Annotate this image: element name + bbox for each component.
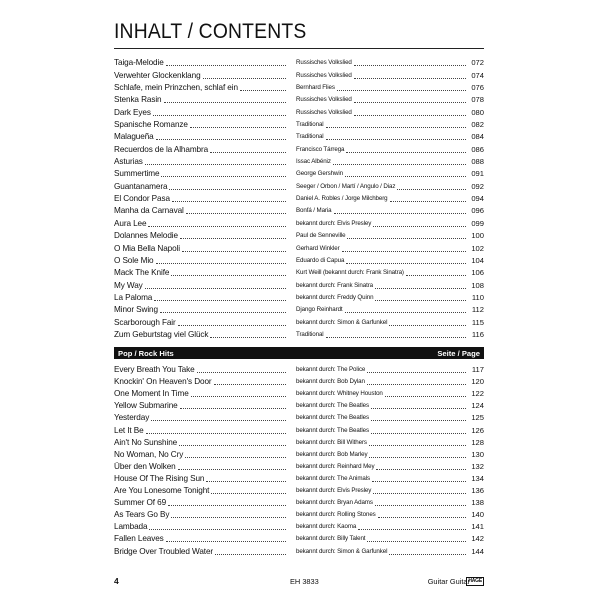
toc-entry-title: One Moment In Time xyxy=(114,389,189,399)
toc-entry-credit: bekannt durch: Bill Withers xyxy=(296,438,367,446)
page-footer xyxy=(114,576,484,588)
toc-entry xyxy=(114,496,484,508)
toc-entry-credit: bekannt durch: Frank Sinatra xyxy=(296,281,373,289)
toc-entry-title: El Condor Pasa xyxy=(114,194,170,204)
toc-entry-page: 104 xyxy=(471,255,484,265)
dot-leader xyxy=(210,337,286,338)
toc-entry xyxy=(114,216,484,228)
dot-leader xyxy=(179,445,286,446)
toc-entry-title: Aura Lee xyxy=(114,218,147,228)
toc-entry-page: 136 xyxy=(471,486,484,496)
toc-entry xyxy=(114,484,484,496)
toc-entry-page: 078 xyxy=(471,95,484,105)
toc-entry-credit: Traditional xyxy=(296,133,324,141)
toc-entry-credit: bekannt durch: Billy Talent xyxy=(296,535,366,543)
toc-entry xyxy=(114,423,484,435)
toc-entry xyxy=(114,436,484,448)
dot-leader xyxy=(145,164,286,165)
toc-entry-page: 099 xyxy=(471,218,484,228)
toc-entry-page: 094 xyxy=(471,194,484,204)
title-divider xyxy=(114,48,484,49)
toc-entry-page: 096 xyxy=(471,206,484,216)
dot-leader xyxy=(146,433,286,434)
toc-entry-page: 122 xyxy=(471,389,484,399)
dot-leader xyxy=(214,384,286,385)
toc-entry xyxy=(114,315,484,327)
dot-leader xyxy=(197,372,286,373)
toc-entry-page: 086 xyxy=(471,144,484,154)
dot-leader xyxy=(367,372,466,373)
dot-leader xyxy=(240,90,286,91)
toc-entry-page: 140 xyxy=(471,510,484,520)
toc-entry xyxy=(114,363,484,375)
toc-entry-credit: Eduardo di Capua xyxy=(296,256,345,264)
toc-entry-credit: Russisches Volkslied xyxy=(296,96,352,104)
toc-entry-title: Manha da Carnaval xyxy=(114,206,184,216)
contents-list-classics xyxy=(114,56,484,340)
toc-entry xyxy=(114,544,484,556)
dot-leader xyxy=(346,152,466,153)
toc-entry xyxy=(114,375,484,387)
toc-entry xyxy=(114,81,484,93)
toc-entry-credit: George Gershwin xyxy=(296,170,343,178)
dot-leader xyxy=(161,176,286,177)
toc-entry-title: As Tears Go By xyxy=(114,510,170,520)
dot-leader xyxy=(171,517,286,518)
toc-entry xyxy=(114,192,484,204)
toc-entry-credit: Bernhard Flies xyxy=(296,84,335,92)
dot-leader xyxy=(347,238,466,239)
dot-leader xyxy=(375,505,466,506)
toc-entry-credit: bekannt durch: Elvis Presley xyxy=(296,487,372,495)
toc-entry xyxy=(114,130,484,142)
dot-leader xyxy=(180,408,286,409)
dot-leader xyxy=(326,127,466,128)
dot-leader xyxy=(354,65,466,66)
toc-entry-title: Stenka Rasin xyxy=(114,95,162,105)
toc-entry-title: Ain't No Sunshine xyxy=(114,437,178,447)
dot-leader xyxy=(375,300,466,301)
toc-entry-credit: bekannt durch: Simon & Garfunkel xyxy=(296,547,388,555)
toc-entry-page: 106 xyxy=(471,268,484,278)
page-title: INHALT / CONTENTS xyxy=(114,20,307,43)
toc-entry xyxy=(114,328,484,340)
toc-entry-credit: Gerhard Winkler xyxy=(296,244,340,252)
toc-entry xyxy=(114,460,484,472)
toc-entry-page: 124 xyxy=(471,401,484,411)
toc-entry xyxy=(114,291,484,303)
toc-entry-title: Asturias xyxy=(114,157,143,167)
toc-entry-page: 074 xyxy=(471,70,484,80)
toc-entry xyxy=(114,532,484,544)
toc-entry-title: Dolannes Melodie xyxy=(114,231,178,241)
dot-leader xyxy=(406,275,466,276)
toc-entry-page: 072 xyxy=(471,58,484,68)
toc-entry-credit: Django Reinhardt xyxy=(296,306,343,314)
toc-entry-credit: bekannt durch: Bob Marley xyxy=(296,450,368,458)
dot-leader xyxy=(190,127,286,128)
toc-entry-title: Schlafe, mein Prinzchen, schlaf ein xyxy=(114,83,238,93)
toc-entry-title: Spanische Romanze xyxy=(114,120,188,130)
toc-entry-credit: Francisco Tárrega xyxy=(296,145,345,153)
toc-entry xyxy=(114,105,484,117)
dot-leader xyxy=(210,152,286,153)
toc-entry-title: La Paloma xyxy=(114,292,153,302)
dot-leader xyxy=(160,312,286,313)
publisher-logo: HAGE xyxy=(468,578,482,584)
toc-entry-title: Über den Wolken xyxy=(114,461,176,471)
toc-entry xyxy=(114,254,484,266)
dot-leader xyxy=(203,78,286,79)
dot-leader xyxy=(153,115,286,116)
toc-entry-title: Summertime xyxy=(114,169,160,179)
toc-entry-page: 082 xyxy=(471,120,484,130)
dot-leader xyxy=(171,275,286,276)
toc-entry-page: 100 xyxy=(471,231,484,241)
dot-leader xyxy=(367,384,466,385)
toc-entry-credit: bekannt durch: Simon & Garfunkel xyxy=(296,318,388,326)
toc-entry-title: Zum Geburtstag viel Glück xyxy=(114,329,209,339)
dot-leader xyxy=(148,226,286,227)
toc-entry xyxy=(114,520,484,532)
toc-entry-title: Lambada xyxy=(114,522,148,532)
toc-entry xyxy=(114,118,484,130)
dot-leader xyxy=(354,78,466,79)
toc-entry-credit: bekannt durch: The Beatles xyxy=(296,414,369,422)
dot-leader xyxy=(211,493,286,494)
dot-leader xyxy=(385,396,466,397)
toc-entry-page: 142 xyxy=(471,534,484,544)
toc-entry-page: 110 xyxy=(471,292,484,302)
toc-entry-credit: Issac Albéniz xyxy=(296,158,331,166)
toc-entry xyxy=(114,68,484,80)
toc-entry-credit: Russisches Volkslied xyxy=(296,108,352,116)
toc-entry-page: 138 xyxy=(471,498,484,508)
toc-entry-page: 126 xyxy=(471,425,484,435)
dot-leader xyxy=(337,90,466,91)
dot-leader xyxy=(378,517,466,518)
toc-entry-credit: bekannt durch: The Beatles xyxy=(296,426,369,434)
section-header-title: Pop / Rock Hits xyxy=(118,348,174,358)
dot-leader xyxy=(169,189,286,190)
dot-leader xyxy=(389,325,466,326)
dot-leader xyxy=(342,251,466,252)
toc-entry-credit: Traditional xyxy=(296,121,324,129)
toc-entry-title: House Of The Rising Sun xyxy=(114,473,205,483)
footer-page-number: 4 xyxy=(114,576,119,586)
dot-leader xyxy=(168,505,286,506)
toc-entry-page: 141 xyxy=(471,522,484,532)
dot-leader xyxy=(172,201,286,202)
toc-entry-page: 084 xyxy=(471,132,484,142)
dot-leader xyxy=(354,102,466,103)
dot-leader xyxy=(145,288,286,289)
toc-entry-credit: Daniel A. Robles / Jorge Milchberg xyxy=(296,195,388,203)
toc-entry-credit: bekannt durch: Bob Dylan xyxy=(296,378,365,386)
dot-leader xyxy=(154,300,286,301)
dot-leader xyxy=(345,176,466,177)
toc-entry-title: Mack The Knife xyxy=(114,268,170,278)
dot-leader xyxy=(156,263,287,264)
contents-list-pop-rock xyxy=(114,363,484,557)
toc-entry-page: 080 xyxy=(471,107,484,117)
dot-leader xyxy=(373,493,466,494)
toc-entry-title: Every Breath You Take xyxy=(114,365,195,375)
toc-entry xyxy=(114,266,484,278)
dot-leader xyxy=(367,541,466,542)
toc-entry-page: 115 xyxy=(471,317,484,327)
toc-entry xyxy=(114,229,484,241)
dot-leader xyxy=(185,457,286,458)
toc-entry-credit: bekannt durch: The Beatles xyxy=(296,402,369,410)
toc-entry-title: Recuerdos de la Alhambra xyxy=(114,144,209,154)
dot-leader xyxy=(345,312,466,313)
toc-entry xyxy=(114,399,484,411)
dot-leader xyxy=(149,529,286,530)
toc-entry-credit: bekannt durch: Reinhard Mey xyxy=(296,462,375,470)
toc-entry xyxy=(114,204,484,216)
dot-leader xyxy=(371,433,466,434)
toc-entry-credit: bekannt durch: Kaoma xyxy=(296,523,357,531)
dot-leader xyxy=(371,420,466,421)
toc-entry-page: 144 xyxy=(471,546,484,556)
toc-entry-credit: bekannt durch: Bryan Adams xyxy=(296,499,373,507)
toc-entry-title: Dark Eyes xyxy=(114,107,151,117)
toc-entry xyxy=(114,93,484,105)
toc-entry-title: My Way xyxy=(114,280,143,290)
dot-leader xyxy=(354,115,466,116)
toc-entry-page: 091 xyxy=(471,169,484,179)
dot-leader xyxy=(346,263,466,264)
toc-entry-credit: bekannt durch: Rolling Stones xyxy=(296,511,376,519)
toc-entry-credit: bekannt durch: Elvis Presley xyxy=(296,219,372,227)
toc-entry-page: 108 xyxy=(471,280,484,290)
toc-entry xyxy=(114,241,484,253)
dot-leader xyxy=(389,554,466,555)
dot-leader xyxy=(369,445,466,446)
toc-entry-page: 112 xyxy=(471,305,484,315)
toc-entry-page: 134 xyxy=(471,473,484,483)
toc-entry-title: Minor Swing xyxy=(114,305,158,315)
toc-entry-title: O Sole Mio xyxy=(114,255,154,265)
toc-entry-page: 120 xyxy=(471,377,484,387)
toc-entry-title: Scarborough Fair xyxy=(114,317,176,327)
toc-entry-credit: Kurt Weill (bekannt durch: Frank Sinatra) xyxy=(296,269,404,277)
toc-entry-credit: bekannt durch: Freddy Quinn xyxy=(296,293,374,301)
toc-entry-page: 092 xyxy=(471,181,484,191)
toc-entry xyxy=(114,508,484,520)
toc-entry-page: 130 xyxy=(471,449,484,459)
toc-entry-title: Let It Be xyxy=(114,425,144,435)
dot-leader xyxy=(166,541,286,542)
dot-leader xyxy=(156,139,286,140)
dot-leader xyxy=(182,251,286,252)
dot-leader xyxy=(371,408,466,409)
dot-leader xyxy=(373,226,466,227)
toc-entry-credit: bekannt durch: The Animals xyxy=(296,474,370,482)
toc-entry xyxy=(114,56,484,68)
dot-leader xyxy=(390,201,466,202)
toc-entry-title: Guantanamera xyxy=(114,181,168,191)
dot-leader xyxy=(206,481,286,482)
toc-entry xyxy=(114,278,484,290)
toc-entry-page: 076 xyxy=(471,83,484,93)
toc-entry xyxy=(114,448,484,460)
dot-leader xyxy=(151,420,286,421)
toc-entry-title: O Mia Bella Napoli xyxy=(114,243,181,253)
toc-entry-page: 088 xyxy=(471,157,484,167)
footer-catalog-code: EH 3833 xyxy=(290,577,319,586)
footer-brand: Guitar Guitar xyxy=(427,577,470,586)
dot-leader xyxy=(333,164,466,165)
section-header-page-label: Seite / Page xyxy=(437,348,480,358)
toc-entry xyxy=(114,472,484,484)
toc-entry-title: Are You Lonesome Tonight xyxy=(114,486,210,496)
toc-entry-title: Malagueña xyxy=(114,132,154,142)
toc-entry-title: Fallen Leaves xyxy=(114,534,164,544)
toc-entry-credit: Traditional xyxy=(296,330,324,338)
toc-entry xyxy=(114,387,484,399)
toc-entry xyxy=(114,155,484,167)
toc-entry-title: Taiga-Melodie xyxy=(114,58,164,68)
toc-entry-title: Summer Of 69 xyxy=(114,498,167,508)
dot-leader xyxy=(358,529,466,530)
toc-entry-credit: bekannt durch: The Police xyxy=(296,366,366,374)
toc-entry-credit: bekannt durch: Whitney Houston xyxy=(296,390,383,398)
dot-leader xyxy=(178,325,286,326)
toc-entry-title: Yesterday xyxy=(114,413,150,423)
toc-entry xyxy=(114,411,484,423)
toc-entry xyxy=(114,142,484,154)
toc-entry-page: 102 xyxy=(471,243,484,253)
dot-leader xyxy=(180,238,286,239)
dot-leader xyxy=(397,189,466,190)
toc-entry xyxy=(114,179,484,191)
dot-leader xyxy=(191,396,286,397)
toc-entry-title: Verwehter Glockenklang xyxy=(114,70,201,80)
toc-entry-page: 117 xyxy=(471,365,484,375)
section-header-pop-rock xyxy=(114,347,484,359)
toc-entry-credit: Bonfá / Maria xyxy=(296,207,332,215)
toc-entry-page: 128 xyxy=(471,437,484,447)
toc-entry-title: No Woman, No Cry xyxy=(114,449,184,459)
toc-entry-title: Knockin' On Heaven's Door xyxy=(114,377,212,387)
toc-entry xyxy=(114,167,484,179)
dot-leader xyxy=(178,469,286,470)
toc-entry-page: 116 xyxy=(471,329,484,339)
dot-leader xyxy=(372,481,466,482)
dot-leader xyxy=(369,457,466,458)
toc-entry-credit: Seeger / Orbon / Martí / Angulo / Diaz xyxy=(296,182,396,190)
dot-leader xyxy=(186,213,286,214)
dot-leader xyxy=(334,213,467,214)
toc-entry xyxy=(114,303,484,315)
toc-entry-credit: Paul de Senneville xyxy=(296,232,346,240)
dot-leader xyxy=(166,65,286,66)
toc-entry-title: Bridge Over Troubled Water xyxy=(114,546,214,556)
dot-leader xyxy=(326,139,466,140)
toc-entry-page: 132 xyxy=(471,461,484,471)
toc-entry-credit: Russisches Volkslied xyxy=(296,59,352,67)
dot-leader xyxy=(326,337,466,338)
dot-leader xyxy=(215,554,286,555)
dot-leader xyxy=(375,288,466,289)
dot-leader xyxy=(164,102,287,103)
dot-leader xyxy=(376,469,466,470)
toc-entry-title: Yellow Submarine xyxy=(114,401,178,411)
toc-entry-credit: Russisches Volkslied xyxy=(296,71,352,79)
toc-entry-page: 125 xyxy=(471,413,484,423)
